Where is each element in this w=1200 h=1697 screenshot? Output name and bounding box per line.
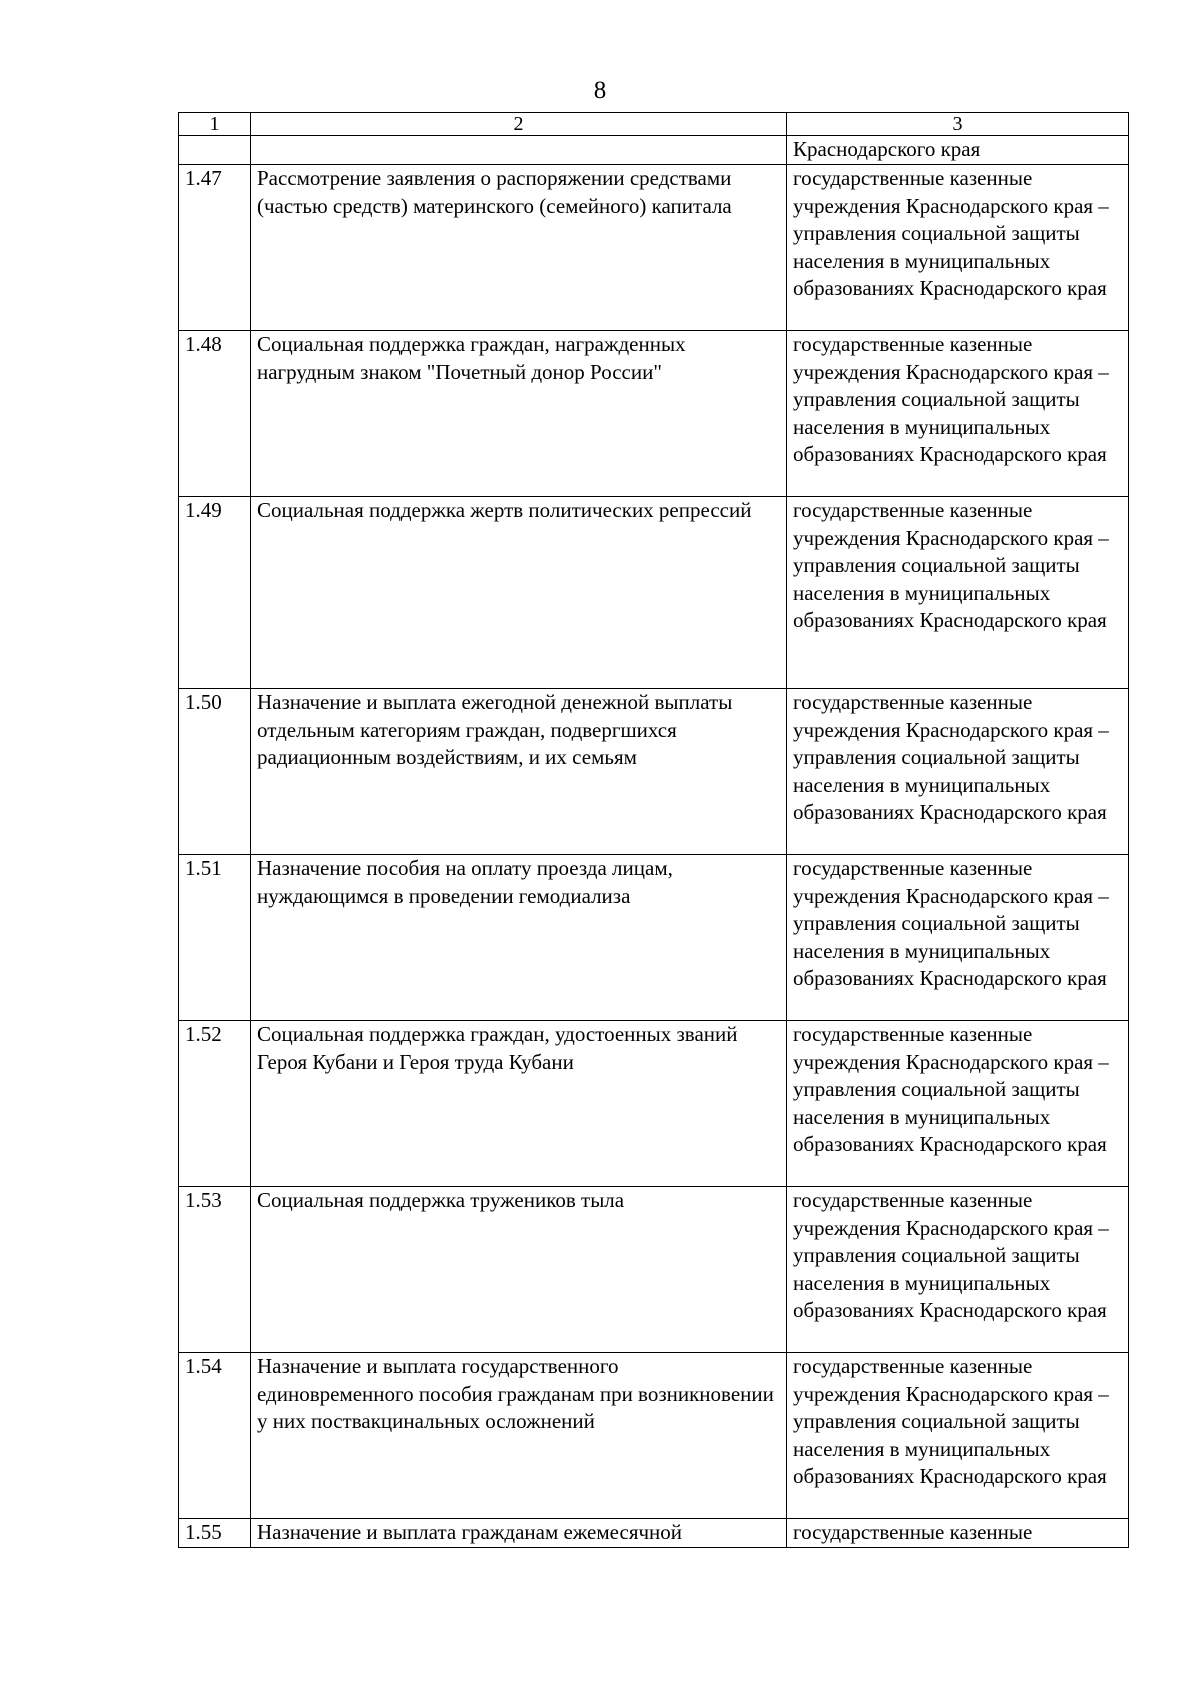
row-number: 1.47 [179, 165, 251, 331]
row-number: 1.55 [179, 1519, 251, 1548]
row-number: 1.53 [179, 1187, 251, 1353]
continuation-org-cell: Краснодарского края [787, 136, 1129, 165]
service-name: Назначение и выплата гражданам ежемесячной [251, 1519, 787, 1548]
table-row [179, 497, 1129, 689]
responsible-org: государственные казенные учреждения Краснодарского края – управления социальной защиты населения в муниципальных образованиях Краснодарского края [787, 1187, 1129, 1353]
responsible-org: государственные казенные учреждения Краснодарского края – управления социальной защиты населения в муниципальных образованиях Краснодарского края [787, 331, 1129, 497]
service-name: Социальная поддержка тружеников тыла [251, 1187, 787, 1353]
continuation-row [179, 136, 1129, 165]
service-name: Назначение и выплата ежегодной денежной выплаты отдельным категориям граждан, подвергшихся радиационным воздействиям, и их семьям [251, 689, 787, 855]
table-header-row [179, 113, 1129, 136]
page-number: 8 [593, 77, 607, 104]
responsible-org: государственные казенные учреждения Краснодарского края – управления социальной защиты населения в муниципальных образованиях Краснодарского края [787, 855, 1129, 1021]
service-name: Рассмотрение заявления о распоряжении средствами (частью средств) материнского (семейного) капитала [251, 165, 787, 331]
responsible-org: государственные казенные учреждения Краснодарского края – управления социальной защиты населения в муниципальных образованиях Краснодарского края [787, 689, 1129, 855]
service-name: Назначение и выплата государственного единовременного пособия гражданам при возникновении у них поствакцинальных осложнений [251, 1353, 787, 1519]
header-col-3: 3 [787, 113, 1129, 136]
table-row [179, 165, 1129, 331]
services-table [178, 112, 1129, 1548]
table-row [179, 331, 1129, 497]
row-number: 1.50 [179, 689, 251, 855]
service-name: Назначение пособия на оплату проезда лицам, нуждающимся в проведении гемодиализа [251, 855, 787, 1021]
responsible-org: государственные казенные учреждения Краснодарского края – управления социальной защиты населения в муниципальных образованиях Краснодарского края [787, 1021, 1129, 1187]
row-number: 1.49 [179, 497, 251, 689]
table-row [179, 1519, 1129, 1548]
row-number: 1.48 [179, 331, 251, 497]
header-col-2: 2 [251, 113, 787, 136]
table-row [179, 855, 1129, 1021]
responsible-org: государственные казенные учреждения Краснодарского края – управления социальной защиты населения в муниципальных образованиях Краснодарского края [787, 165, 1129, 331]
row-number: 1.52 [179, 1021, 251, 1187]
header-col-1: 1 [179, 113, 251, 136]
responsible-org: государственные казенные учреждения Краснодарского края – управления социальной защиты населения в муниципальных образованиях Краснодарского края [787, 1353, 1129, 1519]
service-name: Социальная поддержка жертв политических репрессий [251, 497, 787, 689]
service-name: Социальная поддержка граждан, удостоенных званий Героя Кубани и Героя труда Кубани [251, 1021, 787, 1187]
table-row [179, 1187, 1129, 1353]
continuation-name-cell [251, 136, 787, 165]
table-row [179, 1353, 1129, 1519]
service-name: Социальная поддержка граждан, награжденных нагрудным знаком "Почетный донор России" [251, 331, 787, 497]
table-row [179, 1021, 1129, 1187]
responsible-org: государственные казенные учреждения Краснодарского края – управления социальной защиты населения в муниципальных образованиях Краснодарского края [787, 497, 1129, 689]
table-row [179, 689, 1129, 855]
continuation-num-cell [179, 136, 251, 165]
row-number: 1.54 [179, 1353, 251, 1519]
row-number: 1.51 [179, 855, 251, 1021]
responsible-org: государственные казенные [787, 1519, 1129, 1548]
